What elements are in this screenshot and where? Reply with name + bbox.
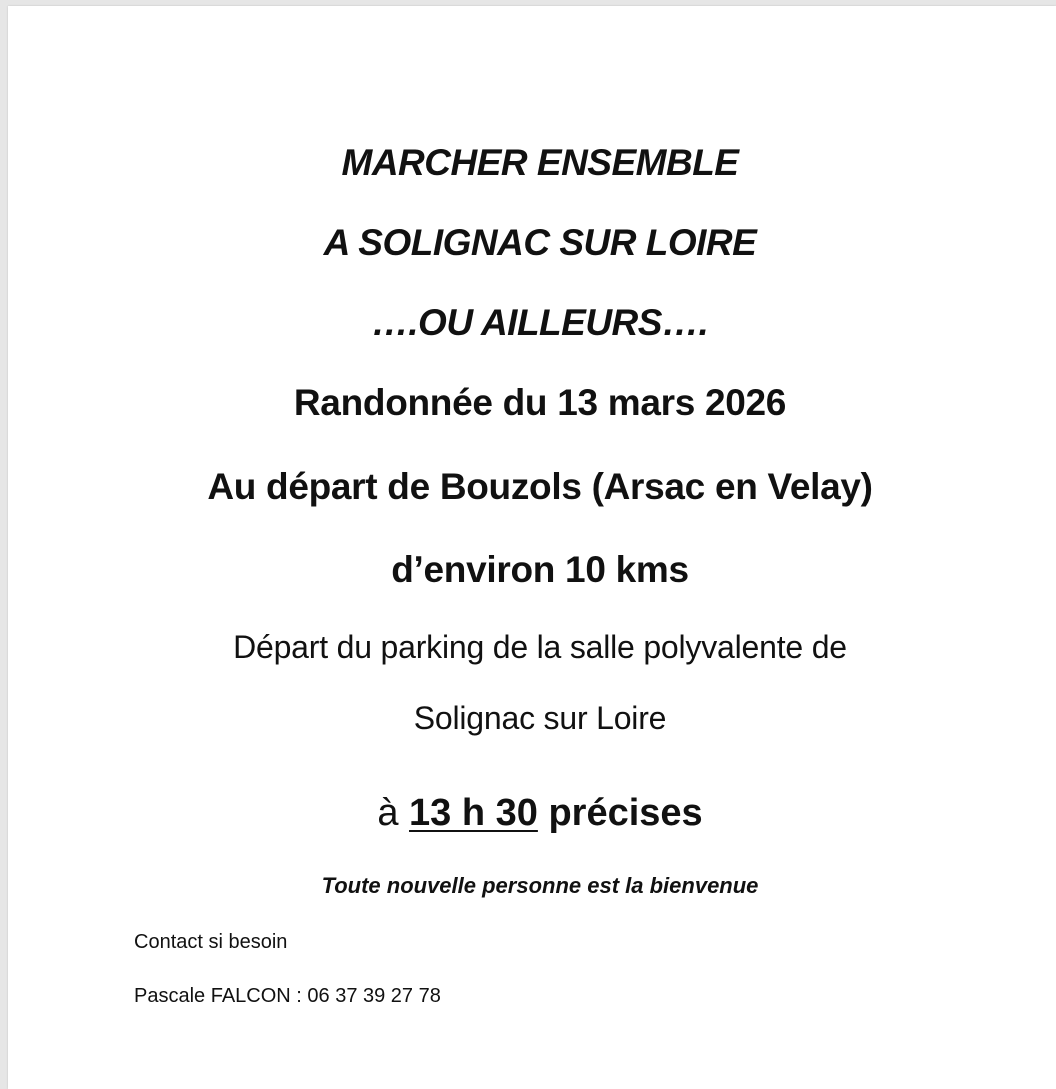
title-line-2: A SOLIGNAC SUR LOIRE — [323, 222, 757, 263]
meeting-time-value: 13 h 30 — [409, 792, 538, 834]
meeting-time-suffix: précises — [548, 792, 703, 834]
event-distance: d’environ 10 kms — [391, 549, 689, 590]
meeting-time-prefix: à — [377, 792, 399, 834]
event-name: Randonnée du 13 mars 2026 — [293, 382, 787, 423]
meeting-point-line-2: Solignac sur Loire — [413, 700, 667, 736]
meeting-point-line-1: Départ du parking de la salle polyvalente de — [233, 629, 847, 665]
meeting-time — [0, 792, 1056, 835]
event-departure-place: Au départ de Bouzols (Arsac en Velay) — [207, 466, 873, 507]
title-line-3: ….OU AILLEURS…. — [371, 302, 709, 343]
title-line-1: MARCHER ENSEMBLE — [341, 142, 739, 183]
contact-person: Pascale FALCON : 06 37 39 27 78 — [134, 985, 441, 1007]
contact-label: Contact si besoin — [134, 931, 288, 953]
welcome-note: Toute nouvelle personne est la bienvenue — [321, 873, 759, 898]
